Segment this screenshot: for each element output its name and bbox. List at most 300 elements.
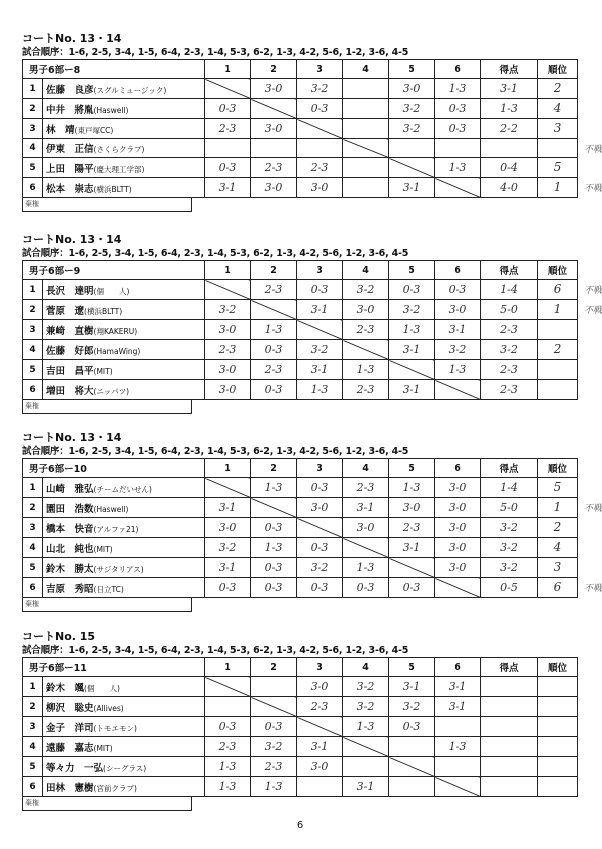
rank-cell (538, 558, 578, 578)
player-name: 長沢 達明 (46, 285, 94, 297)
result-cell (435, 119, 481, 139)
player-club: (スグルミュージック) (93, 85, 167, 95)
result-cell (251, 360, 297, 380)
player-row (23, 677, 578, 697)
rank-cell (538, 178, 602, 198)
match-score: 1-3 (356, 561, 375, 574)
match-order: 試合順序：1-6, 2-5, 3-4, 1-5, 6-4, 2-3, 1-4, 5-3, 6-2, 1-3, 4-2, 5-6, 1-2, 3-6, 4-5 (22, 248, 409, 259)
result-cell (343, 380, 389, 400)
forfeit-box: 棄権 (22, 198, 192, 212)
result-cell (389, 578, 435, 598)
match-order: 試合順序：1-6, 2-5, 3-4, 1-5, 6-4, 2-3, 1-4, 5-3, 6-2, 1-3, 4-2, 5-6, 1-2, 3-6, 4-5 (22, 446, 409, 457)
player-number: 6 (23, 380, 43, 400)
player-number: 6 (23, 578, 43, 598)
result-cell (343, 178, 389, 198)
column-header: 6 (435, 658, 481, 677)
match-score: 1-3 (264, 780, 283, 793)
match-score: 2-3 (264, 760, 283, 773)
match-score: 2-3 (356, 481, 375, 494)
player-number: 6 (23, 178, 43, 198)
forfeit-box: 棄権 (22, 400, 192, 414)
result-cell (205, 498, 251, 518)
result-cell (251, 79, 297, 99)
column-header: 5 (389, 459, 435, 478)
player-club: (MIT) (93, 743, 113, 753)
points-cell (481, 498, 538, 518)
player-row (23, 697, 578, 717)
result-cell (435, 300, 481, 320)
result-cell (251, 538, 297, 558)
match-score: 0-3 (402, 581, 421, 594)
result-cell (205, 538, 251, 558)
self-match-cell (251, 99, 297, 119)
player-number: 4 (23, 340, 43, 360)
player-club: (個 人) (93, 286, 130, 296)
group-name: 男子6部ー11 (23, 658, 205, 677)
result-cell (297, 538, 343, 558)
rank-cell (538, 99, 578, 119)
match-score: 3-1 (448, 680, 467, 693)
match-score: 0-3 (310, 283, 329, 296)
page-number: 6 (296, 820, 304, 831)
player-name: 田林 憲樹 (46, 782, 94, 794)
forfeit-mark: 不戦 (584, 286, 602, 296)
column-header: 6 (435, 261, 481, 280)
result-cell (389, 119, 435, 139)
result-cell (343, 280, 389, 300)
points-cell (481, 777, 538, 797)
points-value: 5-0 (500, 303, 518, 316)
match-score: 0-3 (402, 283, 421, 296)
result-cell (343, 697, 389, 717)
match-score: 1-3 (218, 760, 237, 773)
match-score: 3-0 (448, 521, 467, 534)
result-cell (435, 79, 481, 99)
match-score: 0-3 (264, 720, 283, 733)
player-cell (43, 498, 205, 518)
player-name: 吉田 昌平 (46, 365, 94, 377)
result-cell (389, 79, 435, 99)
points-cell (481, 697, 538, 717)
match-score: 1-3 (264, 541, 283, 554)
match-score: 3-0 (448, 541, 467, 554)
rank-value: 1 (553, 302, 562, 316)
match-score: 3-1 (310, 740, 329, 753)
result-cell (343, 300, 389, 320)
player-number: 3 (23, 518, 43, 538)
match-score: 3-1 (402, 680, 421, 693)
player-number: 4 (23, 737, 43, 757)
column-header: 4 (343, 459, 389, 478)
player-cell (43, 300, 205, 320)
points-value: 1-3 (500, 102, 518, 115)
column-header: 2 (251, 60, 297, 79)
player-cell (43, 280, 205, 300)
result-cell (343, 757, 389, 777)
player-number: 3 (23, 119, 43, 139)
player-number: 2 (23, 498, 43, 518)
result-cell (205, 777, 251, 797)
match-score: 1-3 (356, 363, 375, 376)
match-score: 0-3 (264, 383, 283, 396)
player-name: 中井 將胤 (46, 104, 94, 116)
header-row (23, 60, 578, 79)
result-cell (389, 320, 435, 340)
self-match-cell (435, 777, 481, 797)
player-club: (横浜BLTT) (84, 306, 123, 316)
player-name: 佐藤 良彦 (46, 84, 94, 96)
match-score: 3-0 (448, 303, 467, 316)
result-cell (297, 737, 343, 757)
self-match-cell (205, 280, 251, 300)
match-score: 1-3 (402, 481, 421, 494)
points-value: 1-4 (500, 481, 518, 494)
header-row (23, 459, 578, 478)
result-cell (389, 538, 435, 558)
player-club: (Haswell) (93, 504, 129, 514)
result-cell (205, 578, 251, 598)
player-number: 1 (23, 280, 43, 300)
match-score: 3-2 (310, 561, 329, 574)
match-score: 0-3 (264, 561, 283, 574)
match-score: 0-3 (310, 541, 329, 554)
match-score: 3-1 (356, 501, 375, 514)
player-cell (43, 757, 205, 777)
player-cell (43, 178, 205, 198)
points-cell (481, 538, 538, 558)
player-name: 増田 将大 (46, 385, 94, 397)
player-name: 柳沢 聡史 (46, 702, 94, 714)
match-score: 3-2 (218, 303, 237, 316)
points-cell (481, 558, 538, 578)
court-label: コートNo. 13・14 (22, 32, 122, 45)
result-cell (343, 360, 389, 380)
points-cell (481, 360, 538, 380)
points-value: 0-5 (500, 581, 518, 594)
result-cell (389, 777, 435, 797)
match-score: 3-0 (448, 481, 467, 494)
rank-value: 6 (553, 580, 562, 594)
player-name: 園田 浩数 (46, 503, 94, 515)
result-cell (343, 518, 389, 538)
player-name: 伊東 正信 (46, 144, 94, 155)
result-cell (389, 717, 435, 737)
self-match-cell (389, 558, 435, 578)
player-number: 5 (23, 360, 43, 380)
match-score: 2-3 (218, 122, 237, 135)
match-score: 3-0 (218, 323, 237, 336)
points-cell (481, 320, 538, 340)
player-number: 3 (23, 717, 43, 737)
player-cell (43, 717, 205, 737)
self-match-cell (251, 300, 297, 320)
result-cell (205, 717, 251, 737)
column-header: 5 (389, 60, 435, 79)
result-cell (343, 777, 389, 797)
player-number: 3 (23, 320, 43, 340)
points-header: 得点 (481, 261, 538, 280)
self-match-cell (343, 340, 389, 360)
rank-header: 順位 (538, 60, 578, 79)
result-cell (205, 380, 251, 400)
league-section (22, 233, 602, 414)
result-cell (435, 99, 481, 119)
player-cell (43, 99, 205, 119)
player-name: 山北 純也 (46, 543, 94, 555)
result-cell (297, 300, 343, 320)
player-club: (サジタリアス) (93, 564, 144, 574)
points-cell (481, 518, 538, 538)
court-label: コートNo. 13・14 (22, 431, 122, 444)
league-table (22, 458, 602, 598)
match-score: 1-3 (448, 82, 467, 95)
player-row (23, 518, 578, 538)
rank-cell (538, 697, 578, 717)
result-cell (297, 777, 343, 797)
player-club: (ニッパツ) (93, 386, 130, 396)
match-score: 3-2 (356, 283, 375, 296)
result-cell (343, 99, 389, 119)
match-score: 2-3 (264, 363, 283, 376)
column-header: 3 (297, 261, 343, 280)
match-score: 3-0 (264, 181, 283, 194)
match-order: 試合順序：1-6, 2-5, 3-4, 1-5, 6-4, 2-3, 1-4, 5-3, 6-2, 1-3, 4-2, 5-6, 1-2, 3-6, 4-5 (22, 47, 409, 58)
points-cell (481, 139, 538, 158)
points-value: 2-3 (500, 383, 518, 396)
player-name: 兼崎 直樹 (46, 325, 94, 337)
player-row (23, 340, 578, 360)
match-score: 3-1 (448, 323, 467, 336)
player-row (23, 478, 578, 498)
player-club: (日立TC) (93, 584, 124, 594)
match-score: 3-0 (448, 561, 467, 574)
points-value: 2-2 (500, 122, 518, 135)
points-value: 1-4 (500, 283, 518, 296)
points-value: 2-3 (500, 323, 518, 336)
player-cell (43, 380, 205, 400)
player-name: 山崎 雅弘 (46, 483, 94, 495)
result-cell (251, 340, 297, 360)
result-cell (343, 498, 389, 518)
forfeit-mark: 不戦 (584, 184, 602, 194)
league-section (22, 630, 582, 811)
player-club: (シーグラス) (103, 763, 147, 773)
self-match-cell (343, 737, 389, 757)
result-cell (389, 340, 435, 360)
result-cell (435, 498, 481, 518)
self-match-cell (297, 518, 343, 538)
rank-value: 4 (553, 540, 562, 554)
player-cell (43, 777, 205, 797)
rank-value: 6 (553, 282, 562, 296)
player-row (23, 320, 578, 340)
points-value: 3-2 (500, 521, 518, 534)
player-row (23, 757, 578, 777)
result-cell (435, 360, 481, 380)
points-cell (481, 99, 538, 119)
match-score: 3-0 (356, 521, 375, 534)
rank-cell (538, 538, 578, 558)
rank-cell (538, 757, 578, 777)
result-cell (205, 757, 251, 777)
points-header: 得点 (481, 658, 538, 677)
match-score: 3-1 (218, 501, 237, 514)
league-table (22, 59, 602, 198)
result-cell (251, 757, 297, 777)
result-cell (389, 300, 435, 320)
points-cell (481, 478, 538, 498)
result-cell (297, 360, 343, 380)
match-score: 2-3 (356, 323, 375, 336)
result-cell (435, 280, 481, 300)
player-cell (43, 578, 205, 598)
result-cell (297, 558, 343, 578)
rank-value: 5 (553, 480, 562, 494)
match-score: 1-3 (310, 383, 329, 396)
result-cell (389, 99, 435, 119)
rank-value: 1 (553, 180, 562, 194)
match-score: 0-3 (310, 102, 329, 115)
match-score: 1-3 (402, 323, 421, 336)
result-cell (343, 677, 389, 697)
player-cell (43, 538, 205, 558)
match-score: 3-0 (310, 181, 329, 194)
result-cell (297, 478, 343, 498)
rank-cell (538, 119, 578, 139)
player-row (23, 717, 578, 737)
rank-cell (538, 578, 602, 598)
player-name: 吉原 秀昭 (46, 583, 94, 595)
self-match-cell (205, 478, 251, 498)
player-name: 鈴木 勝太 (46, 563, 94, 575)
group-name: 男子6部ー10 (23, 459, 205, 478)
self-match-cell (205, 79, 251, 99)
result-cell (205, 558, 251, 578)
points-header: 得点 (481, 459, 538, 478)
match-score: 3-0 (310, 501, 329, 514)
player-number: 2 (23, 99, 43, 119)
match-score: 0-3 (264, 343, 283, 356)
league-table (22, 657, 578, 797)
result-cell (389, 498, 435, 518)
forfeit-mark: 不戦 (583, 504, 602, 514)
column-header: 2 (251, 261, 297, 280)
player-name: 金子 洋司 (46, 722, 94, 734)
self-match-cell (297, 320, 343, 340)
player-row (23, 99, 578, 119)
match-score: 3-1 (402, 181, 421, 194)
league-section (22, 32, 602, 212)
player-name: 菅原 遼 (46, 305, 85, 317)
match-score: 1-3 (448, 740, 467, 753)
match-score: 3-1 (218, 181, 237, 194)
result-cell (251, 518, 297, 538)
match-score: 3-2 (402, 700, 421, 713)
result-cell (205, 320, 251, 340)
player-cell (43, 697, 205, 717)
match-score: 1-3 (264, 323, 283, 336)
player-name: 上田 陽平 (46, 163, 94, 175)
result-cell (435, 717, 481, 737)
match-score: 1-3 (264, 481, 283, 494)
player-club: (慶大理工学部) (93, 164, 145, 174)
player-club: (横浜BLTT) (93, 184, 132, 194)
match-score: 2-3 (264, 283, 283, 296)
match-score: 2-3 (310, 700, 329, 713)
column-header: 3 (297, 60, 343, 79)
self-match-cell (389, 158, 435, 178)
player-cell (43, 478, 205, 498)
result-cell (205, 300, 251, 320)
self-match-cell (389, 757, 435, 777)
result-cell (205, 178, 251, 198)
player-name: 等々力 一弘 (46, 762, 104, 774)
result-cell (389, 677, 435, 697)
player-number: 1 (23, 677, 43, 697)
result-cell (297, 99, 343, 119)
player-cell (43, 119, 205, 139)
result-cell (297, 697, 343, 717)
result-cell (297, 578, 343, 598)
match-score: 3-1 (402, 343, 421, 356)
player-row (23, 578, 578, 598)
rank-cell (538, 717, 578, 737)
result-cell (297, 340, 343, 360)
match-score: 0-3 (264, 581, 283, 594)
match-score: 3-0 (218, 363, 237, 376)
match-score: 0-3 (310, 481, 329, 494)
match-score: 3-1 (402, 541, 421, 554)
match-score: 0-3 (448, 283, 467, 296)
match-score: 3-2 (402, 122, 421, 135)
rank-value: 2 (553, 81, 562, 95)
result-cell (251, 320, 297, 340)
result-cell (251, 280, 297, 300)
result-cell (389, 697, 435, 717)
result-cell (251, 677, 297, 697)
self-match-cell (297, 119, 343, 139)
rank-value: 2 (553, 520, 562, 534)
result-cell (389, 280, 435, 300)
match-score: 3-0 (448, 501, 467, 514)
result-cell (389, 178, 435, 198)
result-cell (297, 757, 343, 777)
result-cell (435, 697, 481, 717)
result-cell (343, 158, 389, 178)
column-header: 5 (389, 658, 435, 677)
result-cell (251, 777, 297, 797)
result-cell (297, 498, 343, 518)
forfeit-box: 棄権 (22, 797, 192, 811)
rank-header: 順位 (538, 658, 578, 677)
player-row (23, 360, 578, 380)
rank-cell (538, 280, 602, 300)
rank-cell (538, 340, 578, 360)
match-score: 2-3 (402, 521, 421, 534)
player-cell (43, 360, 205, 380)
match-score: 3-2 (218, 541, 237, 554)
result-cell (389, 518, 435, 538)
player-club: (MIT) (93, 366, 113, 376)
result-cell (251, 380, 297, 400)
result-cell (205, 139, 251, 158)
points-cell (481, 300, 538, 320)
result-cell (297, 79, 343, 99)
result-cell (297, 139, 343, 158)
match-score: 3-0 (264, 122, 283, 135)
player-row (23, 119, 578, 139)
match-score: 3-2 (356, 680, 375, 693)
